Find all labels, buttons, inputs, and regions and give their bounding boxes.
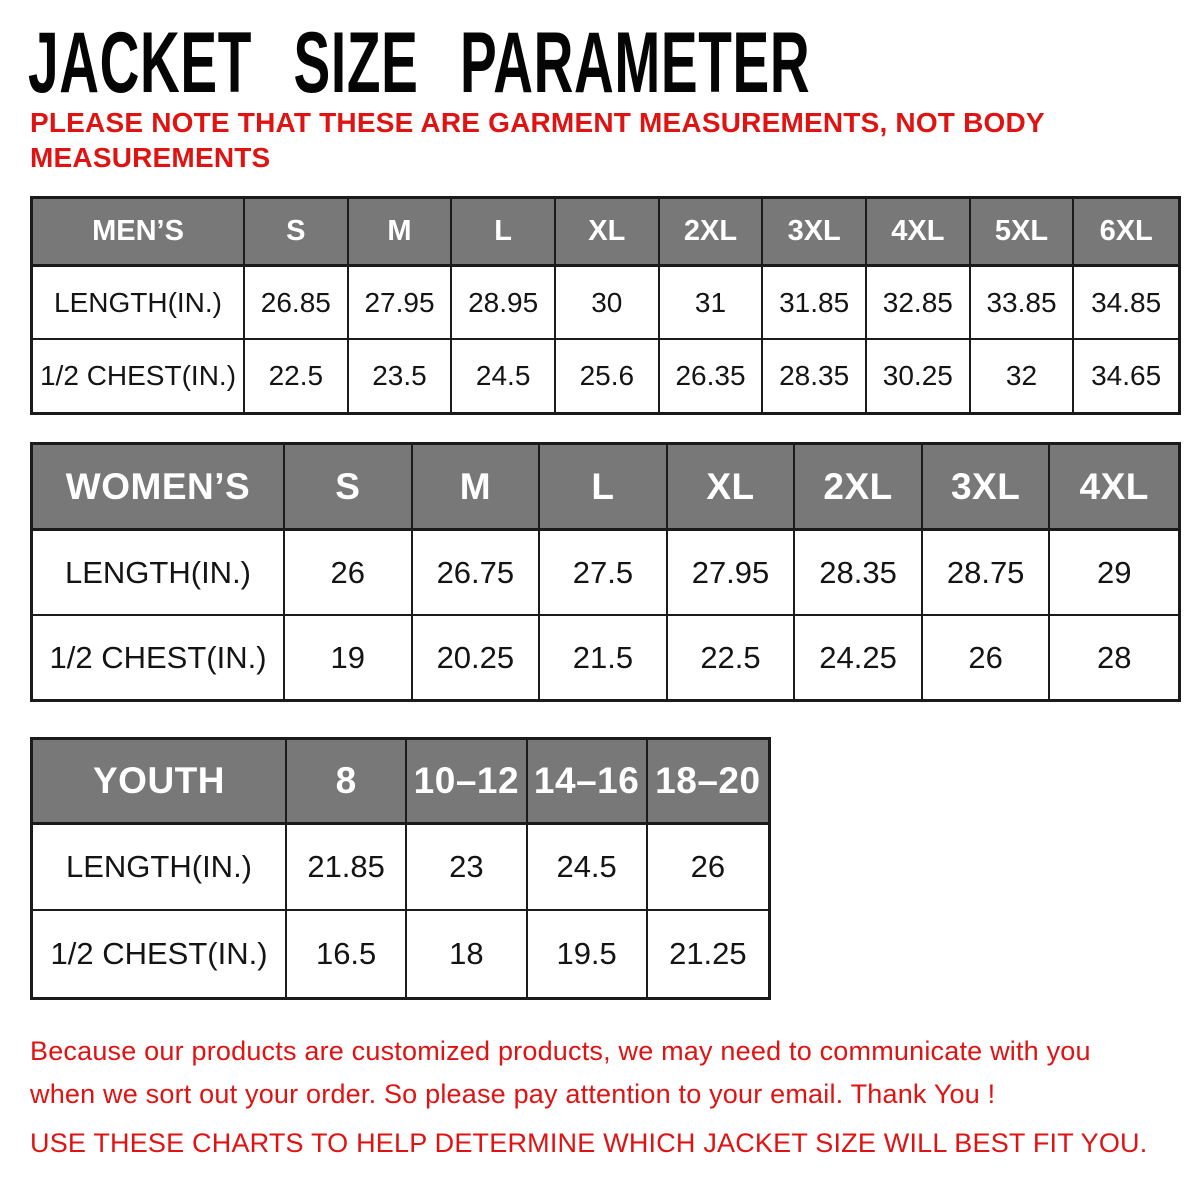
size-header-cell: 18–20 — [648, 740, 768, 825]
value-cell: 21.5 — [540, 616, 668, 699]
customization-notice — [30, 1030, 1091, 1116]
value-cell: 27.95 — [349, 267, 453, 340]
value-cell: 19 — [285, 616, 413, 699]
value-cell: 32 — [971, 340, 1075, 412]
value-cell: 23 — [407, 825, 527, 911]
size-header-cell: 4XL — [1050, 445, 1178, 531]
value-cell: 19.5 — [528, 911, 648, 997]
value-cell: 26 — [648, 825, 768, 911]
note-line-2: MEASUREMENTS — [30, 142, 271, 173]
value-cell: 22.5 — [245, 340, 349, 412]
value-cell: 23.5 — [349, 340, 453, 412]
value-cell: 27.5 — [540, 531, 668, 616]
value-cell: 20.25 — [413, 616, 541, 699]
value-cell: 26.35 — [660, 340, 764, 412]
page-title: JACKET SIZE PARAMETER — [28, 15, 811, 111]
customization-notice-line-2: when we sort out your order. So please pay attention to your email. Thank You ! — [30, 1079, 996, 1109]
size-header-cell: M — [349, 199, 453, 267]
mens-size-table — [30, 196, 1181, 415]
chart-usage-hint: USE THESE CHARTS TO HELP DETERMINE WHICH JACKET SIZE WILL BEST FIT YOU. — [30, 1128, 1148, 1158]
value-cell: 33.85 — [971, 267, 1075, 340]
row-label-cell: LENGTH(IN.) — [33, 531, 285, 616]
size-header-cell: 14–16 — [528, 740, 648, 825]
size-header-cell: M — [413, 445, 541, 531]
womens-size-table — [30, 442, 1181, 702]
row-label-cell: 1/2 CHEST(IN.) — [33, 340, 245, 412]
value-cell: 21.25 — [669, 936, 747, 971]
value-cell: 30.25 — [867, 340, 971, 412]
value-cell: 28 — [1096, 639, 1132, 675]
row-label-cell: 1/2 CHEST(IN.) — [33, 616, 285, 699]
garment-measurement-note — [30, 105, 1045, 175]
row-label-cell: 1/2 CHEST(IN.) — [33, 911, 287, 997]
size-header-cell: 8 — [287, 740, 407, 825]
value-cell: 26.85 — [245, 267, 349, 340]
size-header-cell: 5XL — [971, 199, 1075, 267]
note-line-1: PLEASE NOTE THAT THESE ARE GARMENT MEASUREMENTS, NOT BODY — [30, 107, 1045, 138]
value-cell: 26 — [923, 616, 1051, 699]
size-header-cell: L — [540, 445, 668, 531]
size-header-cell: S — [245, 199, 349, 267]
table-title-cell: YOUTH — [33, 740, 287, 825]
value-cell: 34.85 — [1074, 267, 1178, 340]
value-cell: 24.25 — [795, 616, 923, 699]
value-cell: 25.6 — [556, 340, 660, 412]
value-cell: 31 — [660, 267, 764, 340]
value-cell: 28.75 — [923, 531, 1051, 616]
value-cell: 26.75 — [413, 531, 541, 616]
youth-size-table — [30, 737, 771, 1000]
size-header-cell: 4XL — [867, 199, 971, 267]
row-label-cell: LENGTH(IN.) — [33, 825, 287, 911]
value-cell: 28.95 — [452, 267, 556, 340]
value-cell: 26 — [285, 531, 413, 616]
size-header-cell: 10–12 — [407, 740, 527, 825]
size-header-cell: 2XL — [795, 445, 923, 531]
value-cell: 16.5 — [287, 911, 407, 997]
size-header-cell: 3XL — [763, 199, 867, 267]
size-header-cell: 3XL — [923, 445, 1051, 531]
size-header-cell: 2XL — [660, 199, 764, 267]
value-cell: 22.5 — [668, 616, 796, 699]
value-cell: 34.65 — [1091, 360, 1162, 391]
size-header-cell: XL — [668, 445, 796, 531]
value-cell: 28.35 — [763, 340, 867, 412]
size-header-cell: XL — [556, 199, 660, 267]
value-cell: 28.35 — [795, 531, 923, 616]
size-header-cell: 6XL — [1074, 199, 1178, 267]
value-cell: 24.5 — [452, 340, 556, 412]
value-cell: 32.85 — [867, 267, 971, 340]
value-cell: 29 — [1050, 531, 1178, 616]
value-cell: 21.85 — [287, 825, 407, 911]
size-header-cell: L — [452, 199, 556, 267]
size-header-cell: S — [285, 445, 413, 531]
row-label-cell: LENGTH(IN.) — [33, 267, 245, 340]
value-cell: 27.95 — [668, 531, 796, 616]
table-title-cell: MEN’S — [33, 199, 245, 267]
value-cell: 31.85 — [763, 267, 867, 340]
customization-notice-line-1: Because our products are customized products, we may need to communicate with you — [30, 1036, 1091, 1066]
value-cell: 18 — [407, 911, 527, 997]
value-cell: 24.5 — [528, 825, 648, 911]
table-title-cell: WOMEN’S — [33, 445, 285, 531]
value-cell: 30 — [556, 267, 660, 340]
